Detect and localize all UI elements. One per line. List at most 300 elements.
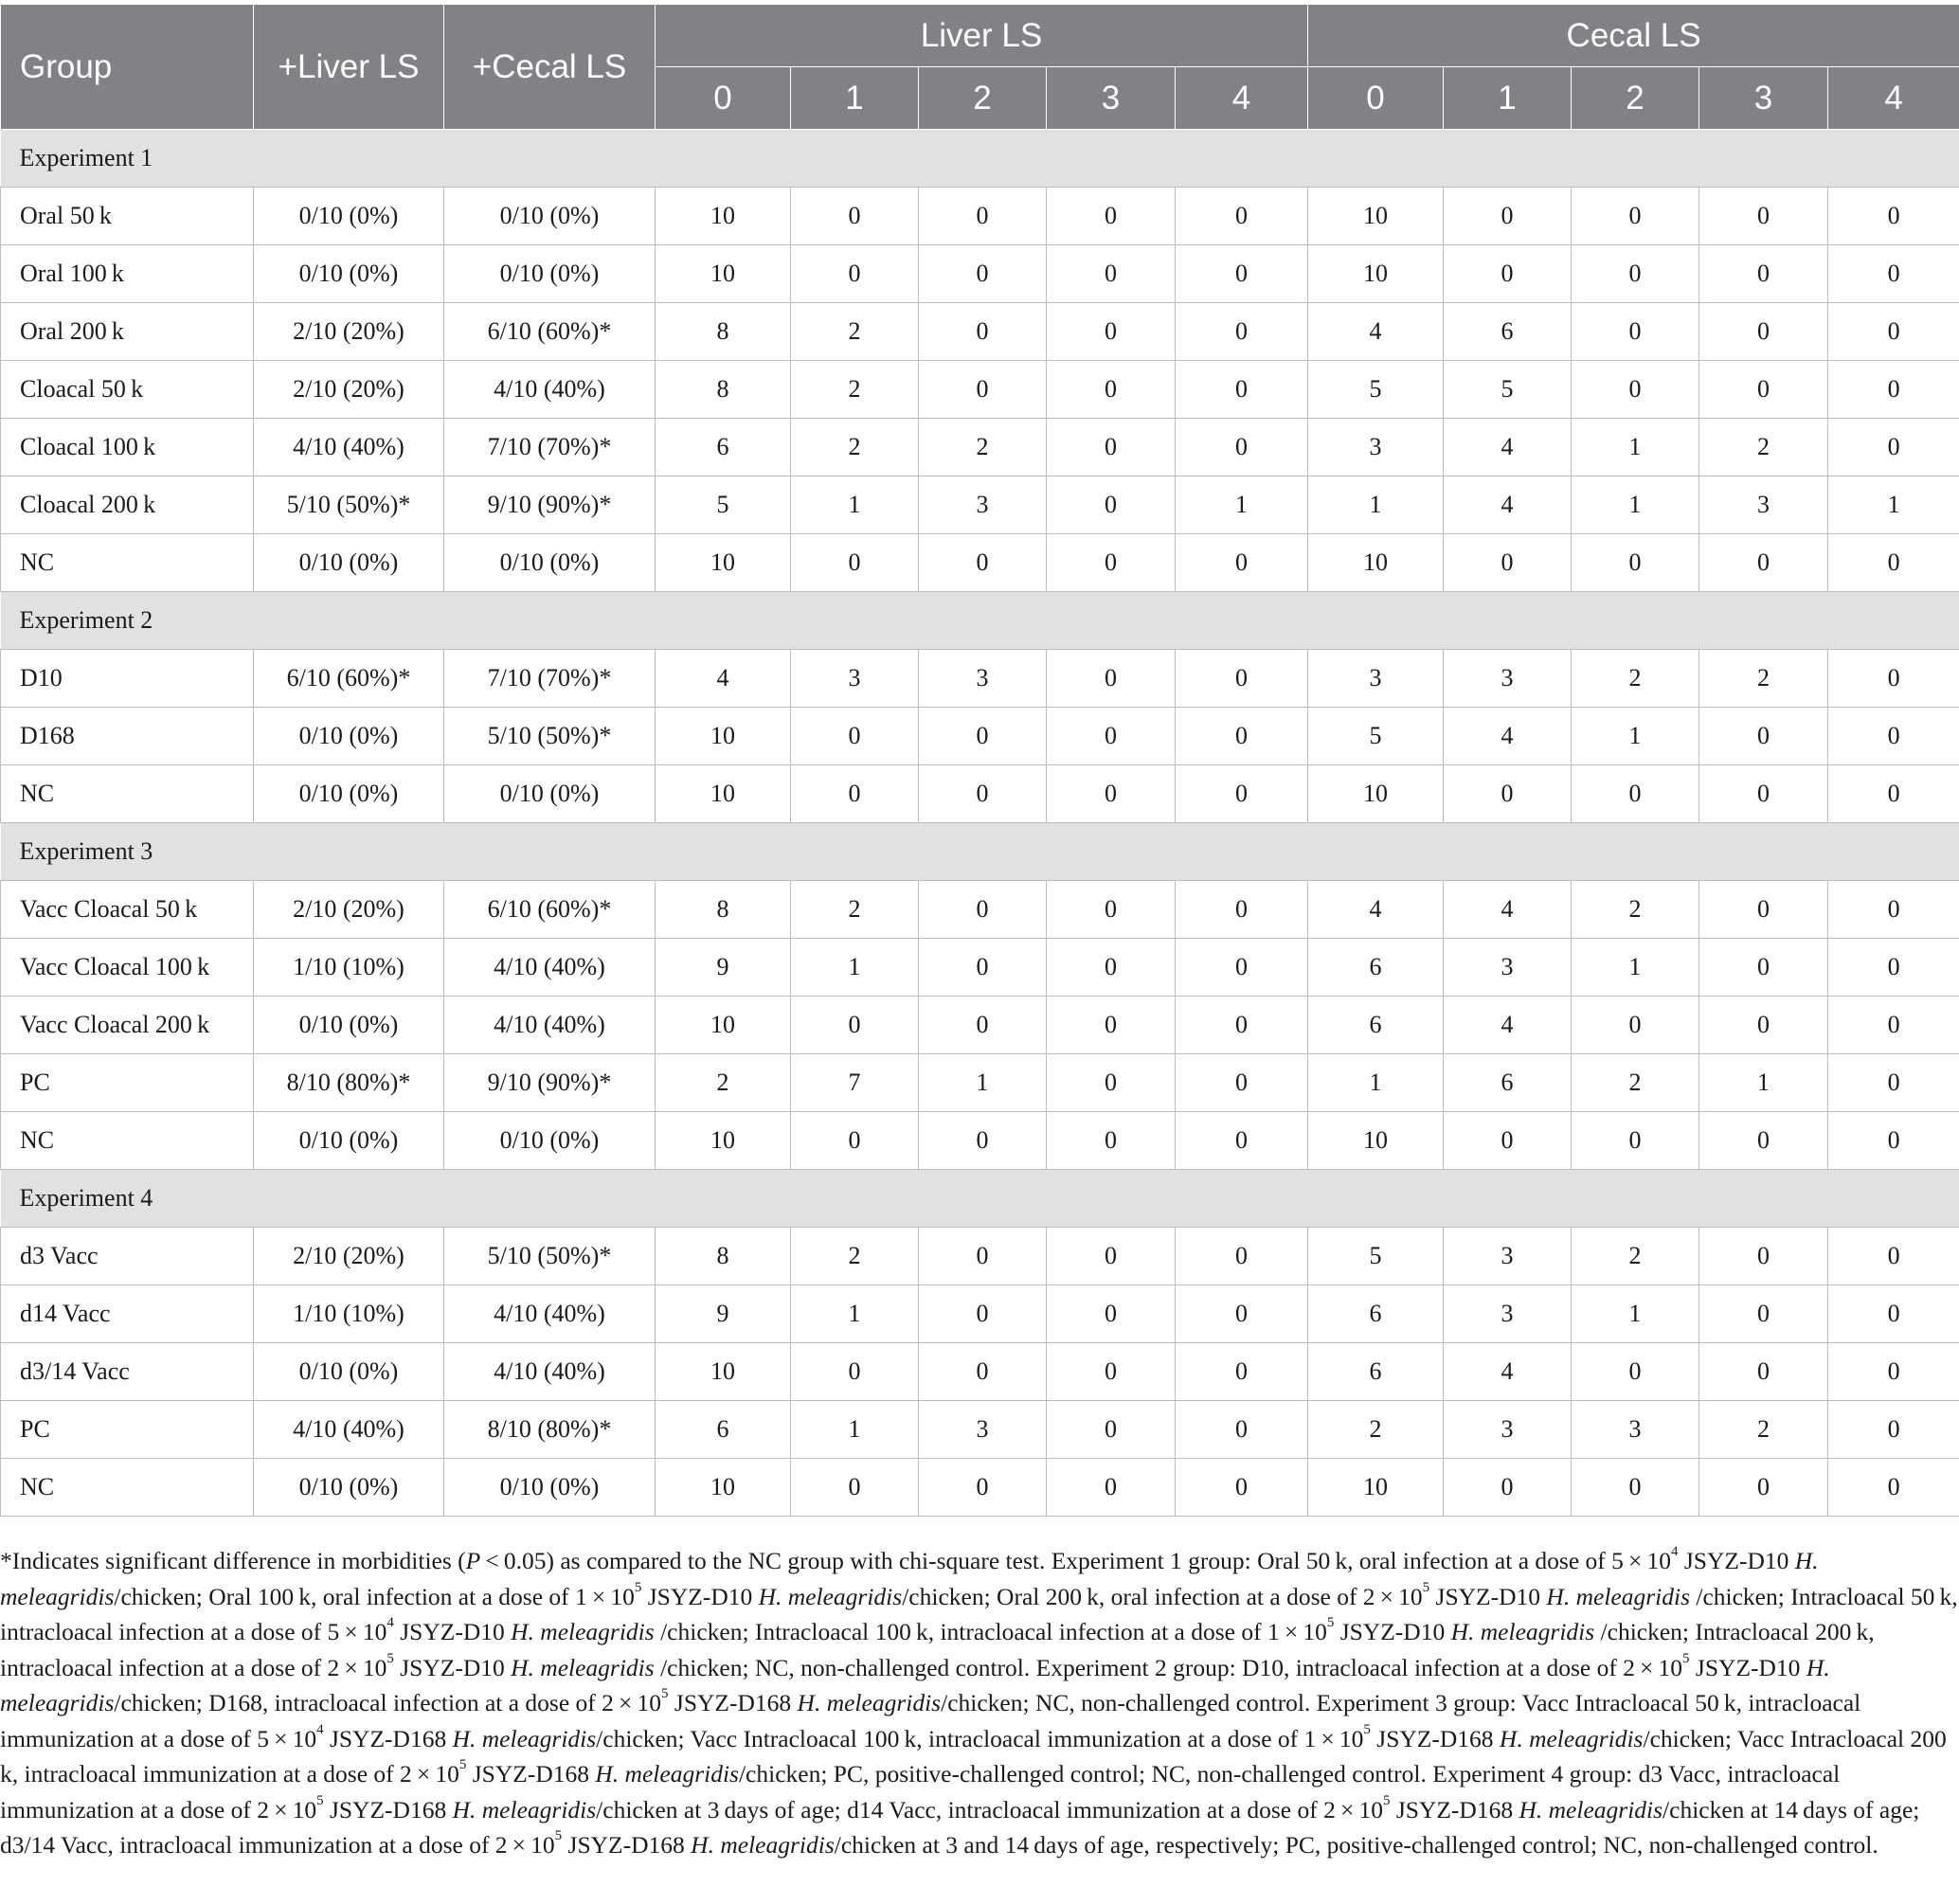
cecal-score-cell: 4 <box>1444 708 1572 765</box>
cecal-positive-cell: 5/10 (50%)* <box>444 1228 656 1285</box>
table-row <box>1 997 1959 1054</box>
liver-score-cell: 2 <box>919 419 1047 476</box>
cecal-score-cell: 2 <box>1308 1401 1444 1459</box>
liver-positive-cell: 0/10 (0%) <box>254 534 444 592</box>
liver-score-cell: 0 <box>1176 534 1308 592</box>
liver-score-cell: 0 <box>791 188 919 245</box>
footnote-text: /chicken; D168, intracloacal infection at a dose of 2 × 10 <box>114 1689 662 1716</box>
cecal-positive-cell: 4/10 (40%) <box>444 1343 656 1401</box>
liver-score-cell: 0 <box>1047 708 1176 765</box>
footnote-text: /chicken; PC, positive-challenged control; NC, non-challenged control. Experiment 4 group: d3 Vacc, intracloacal immunization at a dose of 2 × 10 <box>0 1760 1841 1823</box>
liver-score-cell: 8 <box>656 1228 791 1285</box>
liver-positive-cell: 2/10 (20%) <box>254 881 444 939</box>
liver-score-cell: 0 <box>791 245 919 303</box>
cecal-score-cell: 0 <box>1828 419 1959 476</box>
liver-score-cell: 2 <box>791 881 919 939</box>
table-row <box>1 419 1959 476</box>
cecal-score-cell: 0 <box>1572 361 1699 419</box>
liver-score-cell: 1 <box>1176 476 1308 534</box>
cecal-score-cell: 0 <box>1828 650 1959 708</box>
table-row <box>1 1459 1959 1517</box>
cecal-score-cell: 0 <box>1444 1459 1572 1517</box>
table-row <box>1 881 1959 939</box>
cecal-score-cell: 6 <box>1308 1343 1444 1401</box>
liver-positive-cell: 1/10 (10%) <box>254 939 444 997</box>
footnote-species: H. meleagridis <box>1546 1582 1690 1610</box>
cecal-positive-cell: 4/10 (40%) <box>444 997 656 1054</box>
liver-positive-cell: 0/10 (0%) <box>254 1112 444 1170</box>
liver-score-cell: 0 <box>1176 650 1308 708</box>
header-liver-ls: Liver LS <box>656 5 1308 67</box>
cecal-score-cell: 0 <box>1699 1228 1828 1285</box>
liver-score-cell: 3 <box>919 476 1047 534</box>
liver-score-cell: 0 <box>919 1459 1047 1517</box>
cecal-score-cell: 0 <box>1828 1343 1959 1401</box>
cecal-score-cell: 0 <box>1828 303 1959 361</box>
liver-score-cell: 10 <box>656 534 791 592</box>
liver-score-cell: 0 <box>919 1343 1047 1401</box>
cecal-positive-cell: 7/10 (70%)* <box>444 419 656 476</box>
experiment-title: Experiment 4 <box>1 1170 1959 1228</box>
group-cell: Oral 50 k <box>1 188 254 245</box>
liver-score-cell: 0 <box>919 361 1047 419</box>
cecal-score-cell: 0 <box>1699 1112 1828 1170</box>
group-cell: Cloacal 200 k <box>1 476 254 534</box>
liver-score-cell: 0 <box>1047 1401 1176 1459</box>
group-cell: Oral 100 k <box>1 245 254 303</box>
liver-score-cell: 0 <box>1176 1459 1308 1517</box>
liver-score-cell: 0 <box>919 881 1047 939</box>
liver-score-cell: 8 <box>656 361 791 419</box>
cecal-score-cell: 0 <box>1828 881 1959 939</box>
liver-score-cell: 0 <box>1176 765 1308 823</box>
liver-score-cell: 0 <box>1047 650 1176 708</box>
cecal-score-cell: 2 <box>1572 1228 1699 1285</box>
footnote-exponent: 5 <box>1422 1579 1430 1595</box>
cecal-score-cell: 0 <box>1699 765 1828 823</box>
footnote-exponent: 5 <box>1363 1721 1371 1737</box>
cecal-score-cell: 1 <box>1308 1054 1444 1112</box>
liver-score-cell: 0 <box>1176 1112 1308 1170</box>
cecal-score-cell: 4 <box>1444 1343 1572 1401</box>
liver-score-cell: 10 <box>656 708 791 765</box>
cecal-positive-cell: 6/10 (60%)* <box>444 881 656 939</box>
cecal-positive-cell: 5/10 (50%)* <box>444 708 656 765</box>
group-cell: D168 <box>1 708 254 765</box>
experiment-section-row <box>1 130 1959 188</box>
cecal-score-cell: 3 <box>1308 650 1444 708</box>
experiment-section-row <box>1 592 1959 650</box>
cecal-score-cell: 0 <box>1444 765 1572 823</box>
cecal-score-cell: 4 <box>1444 881 1572 939</box>
footnote-text: *Indicates significant difference in morbidities ( <box>0 1547 466 1574</box>
cecal-score-cell: 3 <box>1699 476 1828 534</box>
footnote-text: JSYZ-D10 <box>641 1582 759 1610</box>
liver-score-cell: 2 <box>791 361 919 419</box>
liver-score-cell: 8 <box>656 881 791 939</box>
liver-score-cell: 0 <box>1176 303 1308 361</box>
liver-score-cell: 2 <box>791 419 919 476</box>
cecal-score-cell: 6 <box>1444 1054 1572 1112</box>
cecal-score-cell: 0 <box>1699 361 1828 419</box>
cecal-score-cell: 0 <box>1699 188 1828 245</box>
cecal-score-cell: 10 <box>1308 1459 1444 1517</box>
cecal-score-cell: 5 <box>1444 361 1572 419</box>
group-cell: d14 Vacc <box>1 1285 254 1343</box>
liver-positive-cell: 0/10 (0%) <box>254 708 444 765</box>
liver-score-cell: 0 <box>1047 245 1176 303</box>
experiment-title: Experiment 1 <box>1 130 1959 188</box>
liver-positive-cell: 0/10 (0%) <box>254 1459 444 1517</box>
liver-score-cell: 0 <box>1047 1459 1176 1517</box>
footnote-text: /chicken at 3 days of age; d14 Vacc, intracloacal immunization at a dose of 2 × 10 <box>596 1795 1383 1823</box>
footnote-text: /chicken; Vacc Intracloacal 200 k, intracloacal immunization at a dose of 2 × 10 <box>0 1724 1951 1787</box>
footnote-species: H. meleagridis <box>1519 1795 1663 1823</box>
cecal-score-cell: 2 <box>1699 1401 1828 1459</box>
footnote-text: JSYZ-D168 <box>323 1795 453 1823</box>
footnote-text: /chicken at 3 and 14 days of age, respectively; PC, positive-challenged control; NC, non-challenged control. <box>834 1831 1878 1859</box>
cecal-score-cell: 0 <box>1699 303 1828 361</box>
cecal-score-cell: 1 <box>1699 1054 1828 1112</box>
liver-score-cell: 10 <box>656 188 791 245</box>
cecal-positive-cell: 0/10 (0%) <box>444 188 656 245</box>
cecal-positive-cell: 0/10 (0%) <box>444 534 656 592</box>
liver-score-cell: 0 <box>1176 997 1308 1054</box>
group-cell: NC <box>1 1459 254 1517</box>
header-liver-score-1: 1 <box>791 67 919 130</box>
liver-score-cell: 0 <box>791 708 919 765</box>
cecal-positive-cell: 9/10 (90%)* <box>444 476 656 534</box>
footnote-exponent: 5 <box>458 1757 467 1772</box>
cecal-score-cell: 1 <box>1828 476 1959 534</box>
liver-score-cell: 5 <box>656 476 791 534</box>
header-cecal-score-1: 1 <box>1444 67 1572 130</box>
liver-score-cell: 0 <box>1047 881 1176 939</box>
footnote-species: H. meleagridis <box>0 1653 1830 1716</box>
table-row <box>1 303 1959 361</box>
liver-positive-cell: 0/10 (0%) <box>254 245 444 303</box>
cecal-score-cell: 0 <box>1572 188 1699 245</box>
footnote-exponent: 4 <box>1670 1544 1679 1559</box>
liver-score-cell: 0 <box>791 1112 919 1170</box>
footnote-text: JSYZ-D168 <box>562 1831 692 1859</box>
footnote-text: /chicken; NC, non-challenged control. Experiment 2 group: D10, intracloacal infection at a dose of 2 × 10 <box>654 1653 1683 1681</box>
table-row <box>1 361 1959 419</box>
liver-score-cell: 0 <box>1047 476 1176 534</box>
cecal-score-cell: 0 <box>1699 1343 1828 1401</box>
liver-score-cell: 10 <box>656 1343 791 1401</box>
footnote-text: JSYZ-D168 <box>323 1724 453 1752</box>
liver-score-cell: 0 <box>1047 188 1176 245</box>
footnote-text: /chicken at 14 days of age; d3/14 Vacc, intracloacal immunization at a dose of 2 × 10 <box>0 1795 1920 1859</box>
liver-score-cell: 4 <box>656 650 791 708</box>
experiment-section-row <box>1 1170 1959 1228</box>
cecal-score-cell: 0 <box>1572 1343 1699 1401</box>
liver-score-cell: 0 <box>1047 1343 1176 1401</box>
cecal-score-cell: 6 <box>1308 1285 1444 1343</box>
group-cell: Cloacal 100 k <box>1 419 254 476</box>
footnote-text: /chicken; Vacc Intracloacal 100 k, intracloacal immunization at a dose of 1 × 10 <box>596 1724 1364 1752</box>
cecal-score-cell: 1 <box>1572 708 1699 765</box>
cecal-score-cell: 0 <box>1828 708 1959 765</box>
table-row <box>1 1343 1959 1401</box>
liver-score-cell: 0 <box>1047 1112 1176 1170</box>
footnote-species: H. meleagridis <box>595 1760 739 1787</box>
header-liver-score-2: 2 <box>919 67 1047 130</box>
liver-positive-cell: 0/10 (0%) <box>254 997 444 1054</box>
cecal-score-cell: 10 <box>1308 534 1444 592</box>
cecal-score-cell: 4 <box>1308 303 1444 361</box>
liver-score-cell: 0 <box>1176 188 1308 245</box>
table-row <box>1 939 1959 997</box>
table-row <box>1 650 1959 708</box>
header-cecal-positive: +Cecal LS <box>444 5 656 130</box>
liver-score-cell: 6 <box>656 1401 791 1459</box>
table-row <box>1 1112 1959 1170</box>
footnote-species: H. meleagridis <box>758 1582 903 1610</box>
footnote-exponent: 5 <box>1326 1615 1335 1630</box>
header-group: Group <box>1 5 254 130</box>
experiment-title: Experiment 3 <box>1 823 1959 881</box>
liver-score-cell: 0 <box>1047 765 1176 823</box>
cecal-score-cell: 4 <box>1308 881 1444 939</box>
liver-positive-cell: 4/10 (40%) <box>254 419 444 476</box>
footnote-species: H. meleagridis <box>511 1653 655 1681</box>
liver-score-cell: 0 <box>1047 361 1176 419</box>
cecal-score-cell: 0 <box>1699 1285 1828 1343</box>
footnote-exponent: 5 <box>316 1792 324 1808</box>
liver-score-cell: 0 <box>1047 1285 1176 1343</box>
table-row <box>1 188 1959 245</box>
liver-score-cell: 0 <box>919 188 1047 245</box>
footnote-exponent: 5 <box>634 1579 642 1595</box>
liver-score-cell: 0 <box>1047 419 1176 476</box>
cecal-score-cell: 4 <box>1444 997 1572 1054</box>
experiment-title: Experiment 2 <box>1 592 1959 650</box>
cecal-score-cell: 0 <box>1699 997 1828 1054</box>
cecal-score-cell: 0 <box>1828 361 1959 419</box>
liver-score-cell: 2 <box>791 1228 919 1285</box>
liver-score-cell: 1 <box>791 1401 919 1459</box>
liver-positive-cell: 0/10 (0%) <box>254 188 444 245</box>
cecal-score-cell: 3 <box>1308 419 1444 476</box>
liver-positive-cell: 5/10 (50%)* <box>254 476 444 534</box>
cecal-score-cell: 4 <box>1444 476 1572 534</box>
cecal-score-cell: 1 <box>1572 419 1699 476</box>
group-cell: Oral 200 k <box>1 303 254 361</box>
liver-score-cell: 0 <box>1176 245 1308 303</box>
footnote-text: JSYZ-D168 <box>668 1689 798 1716</box>
table-row <box>1 1228 1959 1285</box>
cecal-score-cell: 0 <box>1444 245 1572 303</box>
liver-score-cell: 0 <box>791 1343 919 1401</box>
footnote-text: JSYZ-D10 <box>1689 1653 1806 1681</box>
footnote-text: JSYZ-D10 <box>1678 1547 1795 1574</box>
cecal-score-cell: 6 <box>1308 939 1444 997</box>
group-cell: PC <box>1 1401 254 1459</box>
cecal-score-cell: 0 <box>1572 245 1699 303</box>
cecal-score-cell: 2 <box>1572 1054 1699 1112</box>
experiment-section-row <box>1 823 1959 881</box>
table-header <box>1 5 1959 130</box>
liver-score-cell: 0 <box>919 708 1047 765</box>
liver-score-cell: 6 <box>656 419 791 476</box>
footnote-text: /chicken; Oral 200 k, oral infection at a dose of 2 × 10 <box>902 1582 1423 1610</box>
liver-score-cell: 0 <box>919 997 1047 1054</box>
liver-score-cell: 0 <box>1047 1228 1176 1285</box>
footnote-text: /chicken; NC, non-challenged control. Experiment 3 group: Vacc Intracloacal 50 k, intracloacal immunization at a dose of 5 × 10 <box>0 1689 1861 1752</box>
group-cell: NC <box>1 1112 254 1170</box>
liver-score-cell: 10 <box>656 1112 791 1170</box>
liver-score-cell: 9 <box>656 1285 791 1343</box>
cecal-score-cell: 10 <box>1308 765 1444 823</box>
cecal-score-cell: 0 <box>1828 1285 1959 1343</box>
footnote-exponent: 5 <box>1382 1792 1391 1808</box>
footnote-exponent: 4 <box>386 1615 394 1630</box>
cecal-score-cell: 10 <box>1308 245 1444 303</box>
footnote-species: H. meleagridis <box>797 1689 942 1716</box>
footnote-exponent: 4 <box>316 1721 324 1737</box>
table-row <box>1 476 1959 534</box>
liver-score-cell: 0 <box>919 939 1047 997</box>
footnote-text: JSYZ-D10 <box>393 1618 512 1645</box>
liver-score-cell: 0 <box>791 765 919 823</box>
footnote-species: H. meleagridis <box>511 1618 655 1645</box>
cecal-score-cell: 6 <box>1308 997 1444 1054</box>
liver-score-cell: 0 <box>1176 881 1308 939</box>
liver-score-cell: 0 <box>919 1228 1047 1285</box>
liver-score-cell: 10 <box>656 245 791 303</box>
liver-positive-cell: 0/10 (0%) <box>254 1343 444 1401</box>
cecal-score-cell: 1 <box>1572 939 1699 997</box>
cecal-score-cell: 5 <box>1308 1228 1444 1285</box>
cecal-positive-cell: 0/10 (0%) <box>444 1459 656 1517</box>
footnote-exponent: 5 <box>661 1686 669 1701</box>
liver-score-cell: 0 <box>919 765 1047 823</box>
cecal-positive-cell: 9/10 (90%)* <box>444 1054 656 1112</box>
group-cell: Vacc Cloacal 100 k <box>1 939 254 997</box>
liver-score-cell: 8 <box>656 303 791 361</box>
cecal-score-cell: 0 <box>1828 1228 1959 1285</box>
liver-score-cell: 0 <box>1047 997 1176 1054</box>
header-cecal-score-0: 0 <box>1308 67 1444 130</box>
footnote-text: /chicken; Intracloacal 50 k, intracloacal infection at a dose of 5 × 10 <box>0 1582 1958 1645</box>
cecal-score-cell: 0 <box>1699 534 1828 592</box>
cecal-score-cell: 0 <box>1699 708 1828 765</box>
liver-score-cell: 0 <box>919 534 1047 592</box>
footnote-species: H. meleagridis <box>452 1724 597 1752</box>
footnote-text: JSYZ-D10 <box>1429 1582 1547 1610</box>
cecal-score-cell: 10 <box>1308 188 1444 245</box>
cecal-score-cell: 0 <box>1828 1401 1959 1459</box>
footnote-text: /chicken; Intracloacal 200 k, intracloacal infection at a dose of 2 × 10 <box>0 1618 1875 1681</box>
liver-positive-cell: 4/10 (40%) <box>254 1401 444 1459</box>
liver-score-cell: 0 <box>791 997 919 1054</box>
cecal-positive-cell: 8/10 (80%)* <box>444 1401 656 1459</box>
liver-score-cell: 1 <box>791 476 919 534</box>
liver-score-cell: 0 <box>1176 1401 1308 1459</box>
cecal-score-cell: 0 <box>1444 1112 1572 1170</box>
group-cell: D10 <box>1 650 254 708</box>
footnote-text: /chicken; Oral 100 k, oral infection at a dose of 1 × 10 <box>114 1582 635 1610</box>
table-row <box>1 765 1959 823</box>
cecal-score-cell: 5 <box>1308 361 1444 419</box>
liver-positive-cell: 1/10 (10%) <box>254 1285 444 1343</box>
cecal-score-cell: 3 <box>1444 939 1572 997</box>
liver-score-cell: 0 <box>1176 1054 1308 1112</box>
footnote-text: JSYZ-D10 <box>393 1653 512 1681</box>
liver-score-cell: 0 <box>919 245 1047 303</box>
liver-score-cell: 0 <box>919 1285 1047 1343</box>
liver-score-cell: 1 <box>791 939 919 997</box>
header-liver-positive: +Liver LS <box>254 5 444 130</box>
cecal-score-cell: 0 <box>1828 1054 1959 1112</box>
footnote-text: JSYZ-D10 <box>1334 1618 1451 1645</box>
footnote-text: /chicken; Intracloacal 100 k, intracloacal infection at a dose of 1 × 10 <box>654 1618 1327 1645</box>
liver-score-cell: 0 <box>1176 1285 1308 1343</box>
cecal-positive-cell: 0/10 (0%) <box>444 245 656 303</box>
liver-score-cell: 2 <box>791 303 919 361</box>
header-liver-score-0: 0 <box>656 67 791 130</box>
footnote-text: < 0.05) as compared to the NC group with chi-square test. Experiment 1 group: Oral 50 k, oral infection at a dose of 5 × 10 <box>480 1547 1671 1574</box>
table-row <box>1 534 1959 592</box>
table-footnote <box>0 1543 1959 1863</box>
footnote-italic-p: P <box>465 1547 481 1574</box>
header-cecal-score-2: 2 <box>1572 67 1699 130</box>
cecal-score-cell: 2 <box>1699 419 1828 476</box>
liver-score-cell: 7 <box>791 1054 919 1112</box>
header-cecal-ls: Cecal LS <box>1308 5 1959 67</box>
group-cell: NC <box>1 765 254 823</box>
liver-score-cell: 0 <box>791 1459 919 1517</box>
cecal-score-cell: 0 <box>1572 765 1699 823</box>
cecal-score-cell: 3 <box>1444 1401 1572 1459</box>
liver-score-cell: 0 <box>1176 361 1308 419</box>
header-liver-score-4: 4 <box>1176 67 1308 130</box>
cecal-score-cell: 1 <box>1572 476 1699 534</box>
header-cecal-score-4: 4 <box>1828 67 1959 130</box>
liver-positive-cell: 2/10 (20%) <box>254 361 444 419</box>
footnote-species: H. meleagridis <box>1450 1618 1595 1645</box>
table-row <box>1 1285 1959 1343</box>
cecal-score-cell: 4 <box>1444 419 1572 476</box>
liver-score-cell: 10 <box>656 765 791 823</box>
footnote-text: JSYZ-D168 <box>1370 1724 1500 1752</box>
table-row <box>1 1054 1959 1112</box>
footnote-species: H. meleagridis <box>691 1831 835 1859</box>
cecal-score-cell: 3 <box>1444 650 1572 708</box>
liver-positive-cell: 8/10 (80%)* <box>254 1054 444 1112</box>
liver-score-cell: 0 <box>1176 419 1308 476</box>
cecal-score-cell: 0 <box>1444 534 1572 592</box>
cecal-positive-cell: 6/10 (60%)* <box>444 303 656 361</box>
cecal-score-cell: 10 <box>1308 1112 1444 1170</box>
cecal-score-cell: 0 <box>1572 1112 1699 1170</box>
footnote-exponent: 5 <box>1682 1650 1690 1666</box>
liver-positive-cell: 0/10 (0%) <box>254 765 444 823</box>
table-row <box>1 708 1959 765</box>
liver-positive-cell: 2/10 (20%) <box>254 1228 444 1285</box>
footnote-species: H. meleagridis <box>0 1547 1819 1610</box>
cecal-score-cell: 0 <box>1699 245 1828 303</box>
cecal-positive-cell: 4/10 (40%) <box>444 361 656 419</box>
group-cell: PC <box>1 1054 254 1112</box>
group-cell: Vacc Cloacal 50 k <box>1 881 254 939</box>
liver-positive-cell: 2/10 (20%) <box>254 303 444 361</box>
cecal-score-cell: 3 <box>1444 1285 1572 1343</box>
cecal-score-cell: 1 <box>1308 476 1444 534</box>
liver-score-cell: 9 <box>656 939 791 997</box>
